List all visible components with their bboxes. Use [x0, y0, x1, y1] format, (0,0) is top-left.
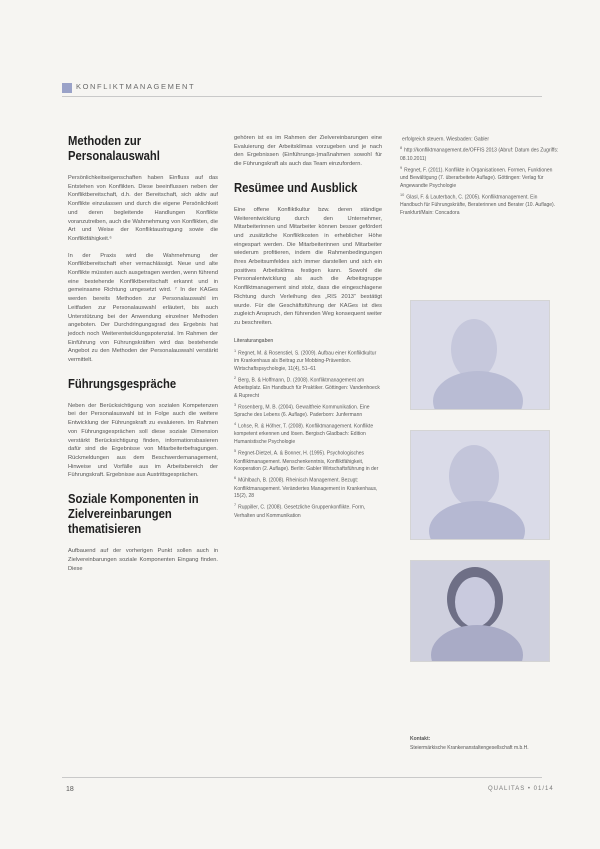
reference-list-continued	[400, 134, 560, 218]
running-header	[62, 80, 542, 94]
reference-text: Berg, B. & Hoffmann, D. (2008). Konfliktmanagement am Arbeitsplatz. Ein Handbuch für Praktiker. Göttingen: Vandenhoeck & Ruprecht	[234, 377, 380, 399]
reference-number: 5	[234, 449, 237, 454]
portrait-shoulders	[429, 501, 525, 540]
paragraph: Aufbauend auf der vorherigen Punkt sollen auch in Zielvereinbarungen soziale Komponenten Eingang finden. Diese	[68, 548, 218, 572]
reference-item	[234, 348, 382, 374]
reference-text: http://konfliktmanagement.de/OFFIS 2013 (Abruf: Datum des Zugriffs: 08.10.2011)	[400, 148, 559, 162]
portrait-photo-2	[410, 430, 550, 540]
reference-text: erfolgreich steuern. Wiesbaden: Gabler	[402, 136, 489, 143]
paragraph: Neben der Berücksichtigung von sozialen Kompetenzen bei der Personalauswahl ist in Folge auch die weitere Entwicklung der Führungskraft zu evaluieren. Im Rahmen von Führungsgesprächen soll diese soziale Dimension verstärkt Berücksichtigung finden, informationsbasieren dafür sind die Ergebnisse von Mitarbeiterbefragungen. Rückmeldungen aus dem Beschwerdemanagement, Hinweise und Vorfälle aus im Arbeitsbereich der Führungskraft. Ergebnisse aus Austrittsgesprächen.	[68, 402, 218, 479]
literature-label: Literaturangaben	[234, 337, 274, 344]
reference-list	[234, 348, 382, 521]
column-3	[400, 134, 560, 219]
reference-text: Mühlbach, B. (2008). Rheinisch Management. Bezugt: Konfliktmanagement. Verändertes Management in Krankenhaus, 15(2), 28	[234, 477, 378, 500]
portrait-face	[449, 445, 499, 507]
header-rule	[62, 96, 542, 97]
paragraph: In der Praxis wird die Wahrnehmung der Konfliktbereitschaft eher vernachlässigt. Neue und alte Konflikte müssten auch ausgetragen werden, wenn führend eine bestehende Konfliktbereitschaft erkannt und in gemeinsame Richtung umgesetzt wird. ⁷ In der KAGes werden bereits Methoden zur Personalauswahl im Leitfaden zur Personalauswahl erläutert, bis auch Unterstützung bei der Anwendung einzelner Methoden angeboten. Der Durchdringungsgrad des Ergebnis hat jedoch noch Weiterentwicklungspotenzial. Im Rahmen der Einführung von Führungskräften wird das bestehende Angebot zu den Methoden der Personalauswahl verstärkt vermittelt.	[68, 252, 218, 364]
section-label: KONFLIKTMANAGEMENT	[76, 82, 196, 91]
reference-text: Regnet, M. & Rosenstiel, S. (2009). Aufbau einer Konfliktkultur im Krankenhaus als Beitrag zur Mobbing-Prävention. Wirtschaftspsychologie, 11(4), 51–61	[234, 350, 377, 372]
journal-footer: QUALITAS • 01/14	[488, 786, 554, 792]
reference-text: Regnet, F. (2011). Konflikte in Organisationen. Formen, Funktionen und Bewältigung (7. überarbeitete Auflage). Göttingen: Verlag für Angewandte Psychologie	[400, 167, 553, 189]
reference-number: 1	[234, 348, 237, 353]
heading-soziale-komponenten: Soziale Komponenten in Zielvereinbarungen thematisieren	[68, 492, 199, 537]
reference-item	[234, 475, 382, 501]
heading-fuehrungsgespraeche: Führungsgespräche	[68, 376, 177, 391]
page-number: 18	[66, 786, 74, 793]
reference-item	[400, 192, 560, 218]
portrait-photo-1	[410, 300, 550, 410]
portrait-face	[455, 577, 495, 627]
reference-text: Rosenberg, M. B. (2004). Gewaltfreie Kommunikation. Eine Sprache des Lebens (6. Auflage). Paderborn: Junfermann	[234, 404, 370, 419]
reference-text: Glasl, F. & Lauterbach, C. (2005). Konfliktmanagement. Ein Handbuch für Führungskräfte, Beraterinnen und Berater (10. Auflage). Frankfurt/Main: Concadora	[400, 194, 556, 216]
contact-text: Steiermärkische Krankenanstaltengesellschaft m.b.H.	[410, 745, 529, 751]
reference-text: Regnet-Dietzel, A. & Bonner, H. (1995). Psychologisches Konfliktmanagement. Menschenkenntnis, Konfliktfähigkeit, Kooperation (2. Auflage). Berlin: Gabler Wirtschaftsführung in der	[234, 450, 379, 473]
reference-item	[234, 375, 382, 401]
portrait-face	[451, 319, 497, 379]
reference-number: 6	[234, 476, 237, 481]
paragraph: Persönlichkeitseigenschaften haben Einfluss auf das Entstehen von Konflikten. Diese beeinflussen neben der Konfliktbereitschaft, d.h. der Bereitschaft, sich aktiv auf Konflikte einzulassen und durch die eigene Persönlichkeit und deren begleitende Handlungen Konflikte voranzutreiben, auch die Wahrnehmung von Konflikten, die Art und Weise der Konfliktaustragung sowie die Konfliktfähigkeit.⁶	[68, 175, 218, 242]
portrait-photo-3	[410, 560, 550, 662]
heading-personalauswahl: Methoden zur Personalauswahl	[68, 134, 160, 163]
reference-text: Lohse, R. & Höfner, T. (2008). Konfliktmanagement. Konflikte kompetent erkennen und lösen. Bergisch Gladbach: Edition Humanistische Psychologie	[234, 423, 374, 446]
reference-number: 2	[234, 375, 237, 380]
paragraph: Eine offene Konfliktkultur bzw. deren ständige Weiterentwicklung durch den Unternehmer, Mitarbeiterinnen und Mitarbeiter können besser gefördert und zusätzliche Konfliktkosten in erheblicher Höhe eingespart werden. Die Mitarbeiterinnen und Mitarbeiter wiederum profitieren, indem die Rahmenbedingungen ihres Arbeitsumfeldes sich immer darstellen und sich ein positives Arbeitsklima festigen kann. Sowohl die Personalentwicklung als auch die Arbeitsgruppe Konfliktmanagement sind stolz, dass die eingeschlagene Richtung durch Verleihung des „RIS 2013“ bestätigt wurde. Für die Geschäftsführung der KAGes ist dies zugleich Anspruch, den führenden Weg konsequent weiter zu beschreiten.	[234, 206, 382, 326]
reference-item	[400, 134, 560, 144]
reference-item	[400, 145, 560, 163]
header-marker	[62, 83, 72, 93]
reference-number: 3	[234, 402, 237, 407]
column-2	[234, 134, 382, 521]
footer-rule	[62, 777, 542, 778]
portrait-shoulders	[433, 371, 523, 410]
reference-number: 7	[234, 503, 237, 508]
reference-text: Ruppiller, C. (2008). Gesetzliche Gruppenkonflikte. Form, Verhalten und Kommunikation	[234, 504, 366, 519]
reference-number: 9	[400, 165, 403, 170]
paragraph: gehören ist es im Rahmen der Zielvereinbarungen eine Evaluierung der Arbeitsklimas vorzugeben und je nach den Ergebnissen (Einführungs-)maßnahmen sowohl für die Führungskraft als auch das Team einzufordern.	[234, 135, 382, 168]
reference-item	[400, 165, 560, 191]
reference-number: 8	[400, 146, 403, 151]
reference-number: 10	[400, 192, 405, 197]
contact-label: Kontakt:	[410, 736, 431, 742]
reference-number: 4	[234, 422, 237, 426]
reference-item	[234, 502, 382, 520]
reference-item	[234, 421, 382, 447]
reference-item	[234, 448, 382, 474]
column-1	[68, 134, 218, 581]
portrait-shoulders	[431, 625, 523, 662]
reference-item	[234, 402, 382, 420]
heading-resuemee: Resümee und Ausblick	[234, 180, 358, 195]
